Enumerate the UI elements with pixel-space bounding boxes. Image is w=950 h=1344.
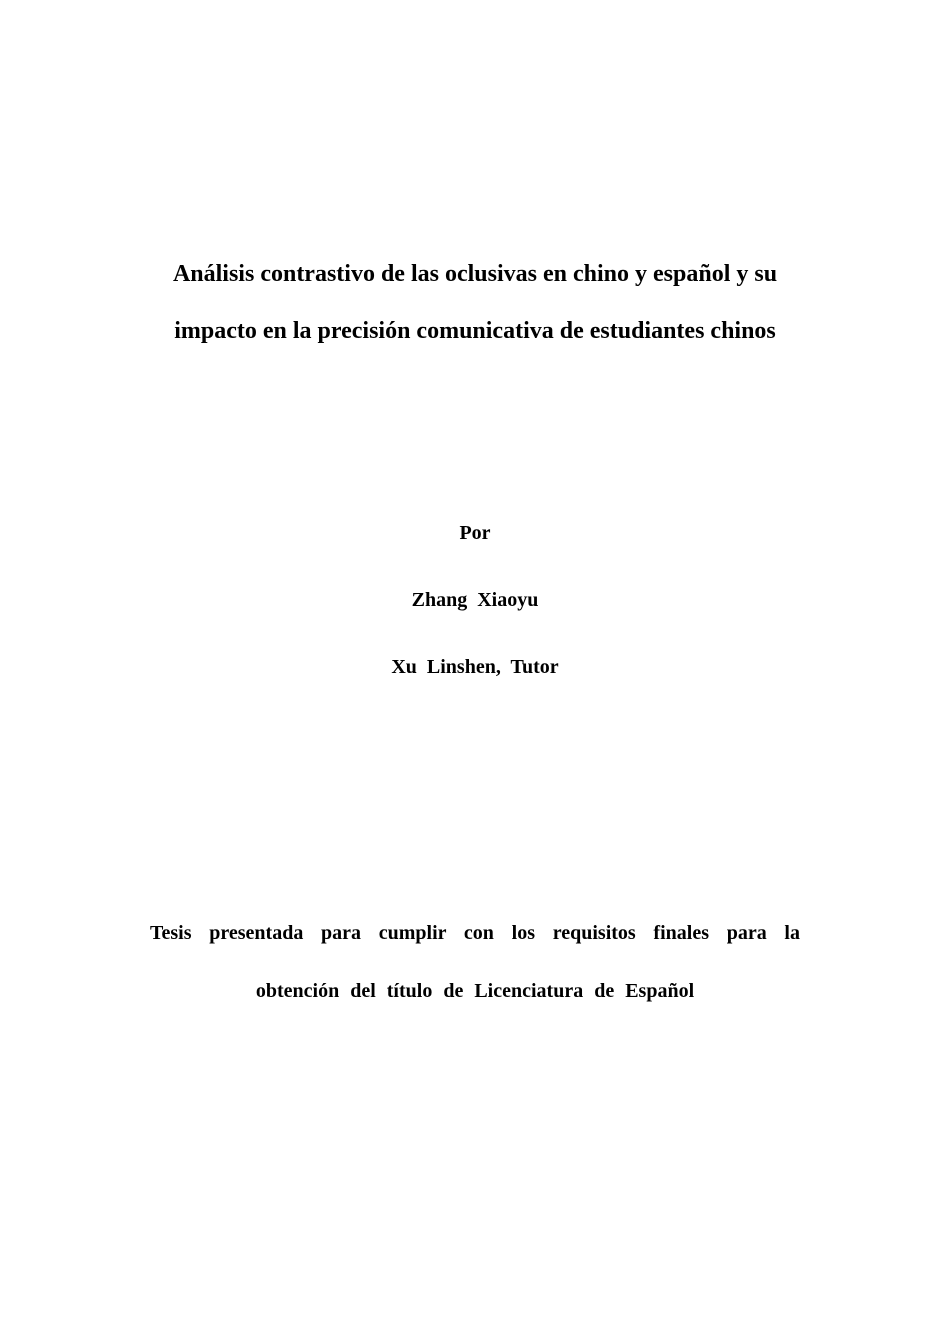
author-name: Zhang Xiaoyu [411,589,539,611]
byline [0,518,950,719]
byline-por: Por [459,522,491,544]
thesis-statement [150,918,800,1034]
thesis-statement-line-1: Tesis presentada para cumplir con los requisitos finales para la [150,922,800,944]
thesis-title-line-1: Análisis contrastivo de las oclusivas en chino y español y su [172,261,778,287]
tutor-name: Xu Linshen, Tutor [391,656,559,678]
thesis-title-line-2: impacto en la precisión comunicativa de estudiantes chinos [174,318,776,344]
thesis-statement-line-2: obtención del título de Licenciatura de Español [255,980,695,1002]
thesis-title [0,256,950,370]
